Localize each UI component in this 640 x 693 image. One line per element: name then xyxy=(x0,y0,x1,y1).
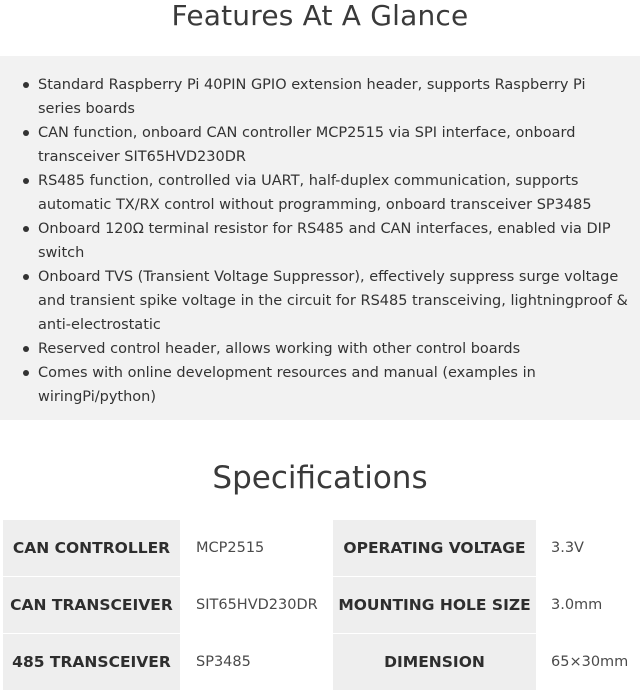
bullet-icon xyxy=(23,226,29,232)
spec-value: 3.0mm xyxy=(537,577,640,634)
feature-text: CAN function, onboard CAN controller MCP2515 via SPI interface, onboard transceiver SIT65HVD230DR xyxy=(38,125,576,165)
spec-label: CAN CONTROLLER xyxy=(3,520,181,577)
spec-value: MCP2515 xyxy=(181,520,333,577)
feature-item xyxy=(22,73,630,121)
feature-text: Standard Raspberry Pi 40PIN GPIO extension header, supports Raspberry Pi series boards xyxy=(38,77,586,117)
bullet-icon xyxy=(23,130,29,136)
spec-label: CAN TRANSCEIVER xyxy=(3,577,181,634)
bullet-icon xyxy=(23,274,29,280)
spec-label: DIMENSION xyxy=(333,634,537,691)
specifications-title: Specifications xyxy=(212,460,428,496)
table-row xyxy=(3,577,640,634)
feature-item xyxy=(22,265,630,337)
spec-label: OPERATING VOLTAGE xyxy=(333,520,537,577)
spec-value: 65×30mm xyxy=(537,634,640,691)
bullet-icon xyxy=(23,346,29,352)
specifications-table xyxy=(2,519,640,691)
bullet-icon xyxy=(23,82,29,88)
features-title: Features At A Glance xyxy=(171,0,469,32)
spec-value: 3.3V xyxy=(537,520,640,577)
feature-text: Reserved control header, allows working with other control boards xyxy=(38,341,521,357)
features-panel xyxy=(0,56,640,420)
feature-text: Onboard TVS (Transient Voltage Suppressor), effectively suppress surge voltage and transient spike voltage in the circuit for RS485 transceiving, lightningproof & anti-electrostatic xyxy=(38,269,628,333)
feature-text: Onboard 120Ω terminal resistor for RS485 and CAN interfaces, enabled via DIP switch xyxy=(38,221,611,261)
bullet-icon xyxy=(23,178,29,184)
feature-item xyxy=(22,169,630,217)
feature-item xyxy=(22,217,630,265)
feature-text: RS485 function, controlled via UART, half-duplex communication, supports automatic TX/RX control without programming, onboard transceiver SP3485 xyxy=(38,173,592,213)
table-row xyxy=(3,520,640,577)
feature-item xyxy=(22,121,630,169)
spec-value: SP3485 xyxy=(181,634,333,691)
features-list xyxy=(22,73,630,409)
feature-item xyxy=(22,337,630,361)
spec-label: MOUNTING HOLE SIZE xyxy=(333,577,537,634)
feature-text: Comes with online development resources and manual (examples in wiringPi/python) xyxy=(38,365,536,405)
bullet-icon xyxy=(23,370,29,376)
spec-value: SIT65HVD230DR xyxy=(181,577,333,634)
feature-item xyxy=(22,361,630,409)
table-row xyxy=(3,634,640,691)
spec-label: 485 TRANSCEIVER xyxy=(3,634,181,691)
